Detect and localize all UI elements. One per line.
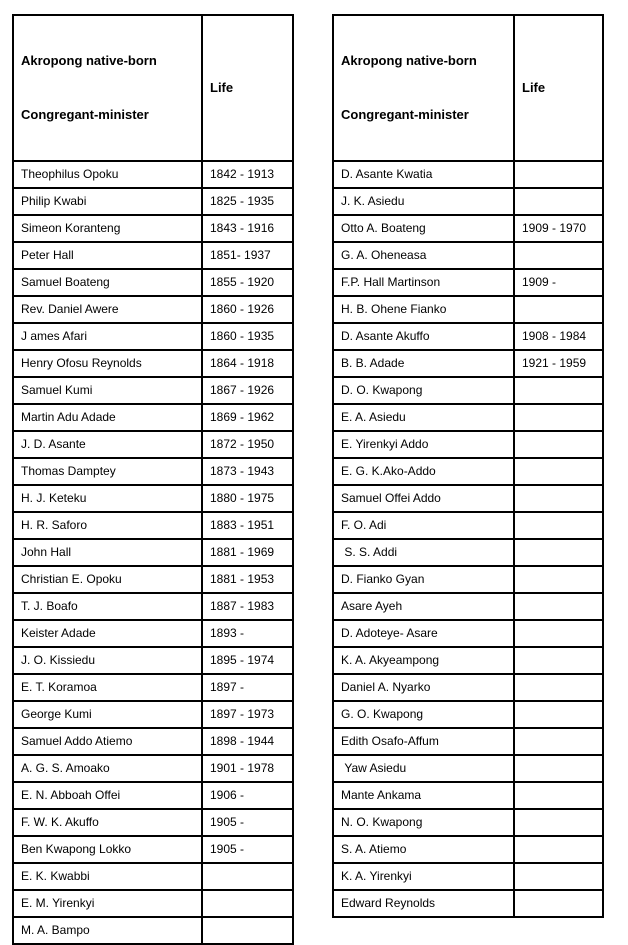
life-dates-cell xyxy=(514,674,603,701)
minister-name-cell: K. A. Yirenkyi xyxy=(333,863,514,890)
column-header-minister xyxy=(333,15,514,161)
table-row xyxy=(13,458,293,485)
table-row xyxy=(13,863,293,890)
life-dates-cell: 1880 - 1975 xyxy=(202,485,293,512)
minister-name-cell: Samuel Kumi xyxy=(13,377,202,404)
minister-name-cell: H. R. Saforo xyxy=(13,512,202,539)
table-row xyxy=(333,701,603,728)
life-dates-cell xyxy=(514,404,603,431)
life-dates-cell xyxy=(514,377,603,404)
minister-name-cell: George Kumi xyxy=(13,701,202,728)
table-row xyxy=(333,539,603,566)
life-dates-cell xyxy=(514,755,603,782)
life-dates-cell: 1881 - 1969 xyxy=(202,539,293,566)
minister-name-cell: D. O. Kwapong xyxy=(333,377,514,404)
table-row xyxy=(333,890,603,917)
minister-name-cell: F. W. K. Akuffo xyxy=(13,809,202,836)
table-row xyxy=(13,836,293,863)
table-row xyxy=(333,404,603,431)
minister-name-cell: E. Yirenkyi Addo xyxy=(333,431,514,458)
ministers-table-right xyxy=(332,14,604,918)
minister-name-cell: H. B. Ohene Fianko xyxy=(333,296,514,323)
table-row xyxy=(333,188,603,215)
header-row xyxy=(13,15,293,161)
minister-name-cell: S. S. Addi xyxy=(333,539,514,566)
table-row xyxy=(13,350,293,377)
minister-name-cell: D. Asante Akuffo xyxy=(333,323,514,350)
life-dates-cell xyxy=(514,620,603,647)
minister-name-cell: Peter Hall xyxy=(13,242,202,269)
minister-name-cell: E. M. Yirenkyi xyxy=(13,890,202,917)
life-dates-cell: 1901 - 1978 xyxy=(202,755,293,782)
minister-name-cell: M. A. Bampo xyxy=(13,917,202,944)
minister-name-cell: Edward Reynolds xyxy=(333,890,514,917)
life-dates-cell: 1881 - 1953 xyxy=(202,566,293,593)
minister-name-cell: Christian E. Opoku xyxy=(13,566,202,593)
minister-name-cell: Daniel A. Nyarko xyxy=(333,674,514,701)
ministers-table-left xyxy=(12,14,294,945)
minister-name-cell: H. J. Keteku xyxy=(13,485,202,512)
table-row xyxy=(13,809,293,836)
minister-name-cell: D. Fianko Gyan xyxy=(333,566,514,593)
table-row xyxy=(333,296,603,323)
minister-name-cell: D. Adoteye- Asare xyxy=(333,620,514,647)
table-row xyxy=(333,377,603,404)
life-dates-cell: 1872 - 1950 xyxy=(202,431,293,458)
minister-name-cell: Asare Ayeh xyxy=(333,593,514,620)
minister-name-cell: D. Asante Kwatia xyxy=(333,161,514,188)
life-dates-cell: 1873 - 1943 xyxy=(202,458,293,485)
life-dates-cell: 1898 - 1944 xyxy=(202,728,293,755)
table-row xyxy=(13,431,293,458)
minister-name-cell: Yaw Asiedu xyxy=(333,755,514,782)
minister-name-cell: A. G. S. Amoako xyxy=(13,755,202,782)
table-row xyxy=(13,593,293,620)
header-row xyxy=(333,15,603,161)
table-row xyxy=(13,782,293,809)
table-row xyxy=(333,323,603,350)
table-row xyxy=(13,755,293,782)
minister-name-cell: Thomas Damptey xyxy=(13,458,202,485)
table-row xyxy=(13,242,293,269)
table-row xyxy=(333,728,603,755)
table-row xyxy=(13,917,293,944)
minister-name-cell: E. A. Asiedu xyxy=(333,404,514,431)
minister-name-cell: N. O. Kwapong xyxy=(333,809,514,836)
minister-name-cell: Samuel Addo Atiemo xyxy=(13,728,202,755)
life-dates-cell xyxy=(514,296,603,323)
minister-name-cell: Otto A. Boateng xyxy=(333,215,514,242)
life-dates-cell xyxy=(202,890,293,917)
minister-name-cell: John Hall xyxy=(13,539,202,566)
table-row xyxy=(333,566,603,593)
table-row xyxy=(13,566,293,593)
table-row xyxy=(333,215,603,242)
minister-name-cell: Simeon Koranteng xyxy=(13,215,202,242)
minister-name-cell: Martin Adu Adade xyxy=(13,404,202,431)
minister-name-cell: Samuel Offei Addo xyxy=(333,485,514,512)
table-row xyxy=(333,512,603,539)
life-dates-cell: 1851- 1937 xyxy=(202,242,293,269)
life-dates-cell xyxy=(514,188,603,215)
life-dates-cell: 1860 - 1926 xyxy=(202,296,293,323)
life-dates-cell xyxy=(514,161,603,188)
column-header-minister xyxy=(13,15,202,161)
life-dates-cell xyxy=(514,431,603,458)
life-dates-cell xyxy=(514,539,603,566)
minister-name-cell: Philip Kwabi xyxy=(13,188,202,215)
minister-name-cell: Mante Ankama xyxy=(333,782,514,809)
life-dates-cell: 1864 - 1918 xyxy=(202,350,293,377)
minister-name-cell: Samuel Boateng xyxy=(13,269,202,296)
life-dates-cell: 1905 - xyxy=(202,809,293,836)
table-row xyxy=(333,809,603,836)
table-row xyxy=(13,161,293,188)
life-dates-cell: 1895 - 1974 xyxy=(202,647,293,674)
table-row xyxy=(13,269,293,296)
life-dates-cell: 1897 - xyxy=(202,674,293,701)
table-row xyxy=(13,512,293,539)
life-dates-cell xyxy=(514,728,603,755)
minister-name-cell: F.P. Hall Martinson xyxy=(333,269,514,296)
life-dates-cell: 1855 - 1920 xyxy=(202,269,293,296)
life-dates-cell: 1908 - 1984 xyxy=(514,323,603,350)
life-dates-cell xyxy=(202,863,293,890)
minister-name-cell: J ames Afari xyxy=(13,323,202,350)
table-row xyxy=(13,215,293,242)
table-row xyxy=(333,458,603,485)
life-dates-cell xyxy=(514,809,603,836)
minister-name-cell: Henry Ofosu Reynolds xyxy=(13,350,202,377)
table-row xyxy=(13,485,293,512)
life-dates-cell: 1906 - xyxy=(202,782,293,809)
life-dates-cell xyxy=(514,701,603,728)
table-row xyxy=(333,269,603,296)
minister-name-cell: Edith Osafo-Affum xyxy=(333,728,514,755)
life-dates-cell xyxy=(514,863,603,890)
minister-name-cell: J. D. Asante xyxy=(13,431,202,458)
life-dates-cell: 1869 - 1962 xyxy=(202,404,293,431)
life-dates-cell: 1842 - 1913 xyxy=(202,161,293,188)
minister-name-cell: Ben Kwapong Lokko xyxy=(13,836,202,863)
column-header-life: Life xyxy=(202,15,293,161)
table-row xyxy=(333,161,603,188)
minister-name-cell: Keister Adade xyxy=(13,620,202,647)
table-row xyxy=(333,242,603,269)
minister-name-cell: J. O. Kissiedu xyxy=(13,647,202,674)
table-row xyxy=(333,836,603,863)
table-row xyxy=(13,674,293,701)
table-row xyxy=(333,620,603,647)
table-row xyxy=(333,593,603,620)
life-dates-cell xyxy=(514,242,603,269)
life-dates-cell: 1905 - xyxy=(202,836,293,863)
life-dates-cell: 1860 - 1935 xyxy=(202,323,293,350)
minister-name-cell: E. T. Koramoa xyxy=(13,674,202,701)
column-header-minister-line1: Akropong native-born xyxy=(21,53,157,68)
life-dates-cell xyxy=(514,512,603,539)
table-row xyxy=(13,188,293,215)
life-dates-cell: 1843 - 1916 xyxy=(202,215,293,242)
life-dates-cell: 1893 - xyxy=(202,620,293,647)
life-dates-cell: 1825 - 1935 xyxy=(202,188,293,215)
table-row xyxy=(333,782,603,809)
column-header-minister-line1: Akropong native-born xyxy=(341,53,477,68)
minister-name-cell: F. O. Adi xyxy=(333,512,514,539)
minister-name-cell: S. A. Atiemo xyxy=(333,836,514,863)
minister-name-cell: J. K. Asiedu xyxy=(333,188,514,215)
table-row xyxy=(333,647,603,674)
table-row xyxy=(13,728,293,755)
life-dates-cell: 1909 - 1970 xyxy=(514,215,603,242)
table-row xyxy=(13,620,293,647)
column-header-minister-line2: Congregant-minister xyxy=(341,107,469,122)
life-dates-cell xyxy=(514,593,603,620)
life-dates-cell: 1921 - 1959 xyxy=(514,350,603,377)
table-row xyxy=(13,701,293,728)
table-row xyxy=(13,323,293,350)
minister-name-cell: G. A. Oheneasa xyxy=(333,242,514,269)
table-row xyxy=(13,647,293,674)
column-header-minister-line2: Congregant-minister xyxy=(21,107,149,122)
life-dates-cell xyxy=(514,458,603,485)
minister-name-cell: B. B. Adade xyxy=(333,350,514,377)
life-dates-cell: 1867 - 1926 xyxy=(202,377,293,404)
table-row xyxy=(333,863,603,890)
life-dates-cell xyxy=(514,890,603,917)
life-dates-cell: 1887 - 1983 xyxy=(202,593,293,620)
minister-name-cell: E. G. K.Ako-Addo xyxy=(333,458,514,485)
life-dates-cell xyxy=(514,782,603,809)
life-dates-cell: 1883 - 1951 xyxy=(202,512,293,539)
life-dates-cell xyxy=(514,836,603,863)
life-dates-cell xyxy=(514,647,603,674)
table-row xyxy=(333,755,603,782)
minister-name-cell: Rev. Daniel Awere xyxy=(13,296,202,323)
table-row xyxy=(333,350,603,377)
life-dates-cell xyxy=(202,917,293,944)
table-row xyxy=(13,890,293,917)
life-dates-cell xyxy=(514,566,603,593)
life-dates-cell: 1897 - 1973 xyxy=(202,701,293,728)
minister-name-cell: K. A. Akyeampong xyxy=(333,647,514,674)
table-row xyxy=(13,296,293,323)
life-dates-cell: 1909 - xyxy=(514,269,603,296)
table-row xyxy=(13,539,293,566)
life-dates-cell xyxy=(514,485,603,512)
table-row xyxy=(13,404,293,431)
minister-name-cell: T. J. Boafo xyxy=(13,593,202,620)
table-row xyxy=(13,377,293,404)
table-row xyxy=(333,674,603,701)
minister-name-cell: Theophilus Opoku xyxy=(13,161,202,188)
minister-name-cell: E. N. Abboah Offei xyxy=(13,782,202,809)
table-row xyxy=(333,485,603,512)
table-row xyxy=(333,431,603,458)
column-header-life: Life xyxy=(514,15,603,161)
minister-name-cell: E. K. Kwabbi xyxy=(13,863,202,890)
minister-name-cell: G. O. Kwapong xyxy=(333,701,514,728)
